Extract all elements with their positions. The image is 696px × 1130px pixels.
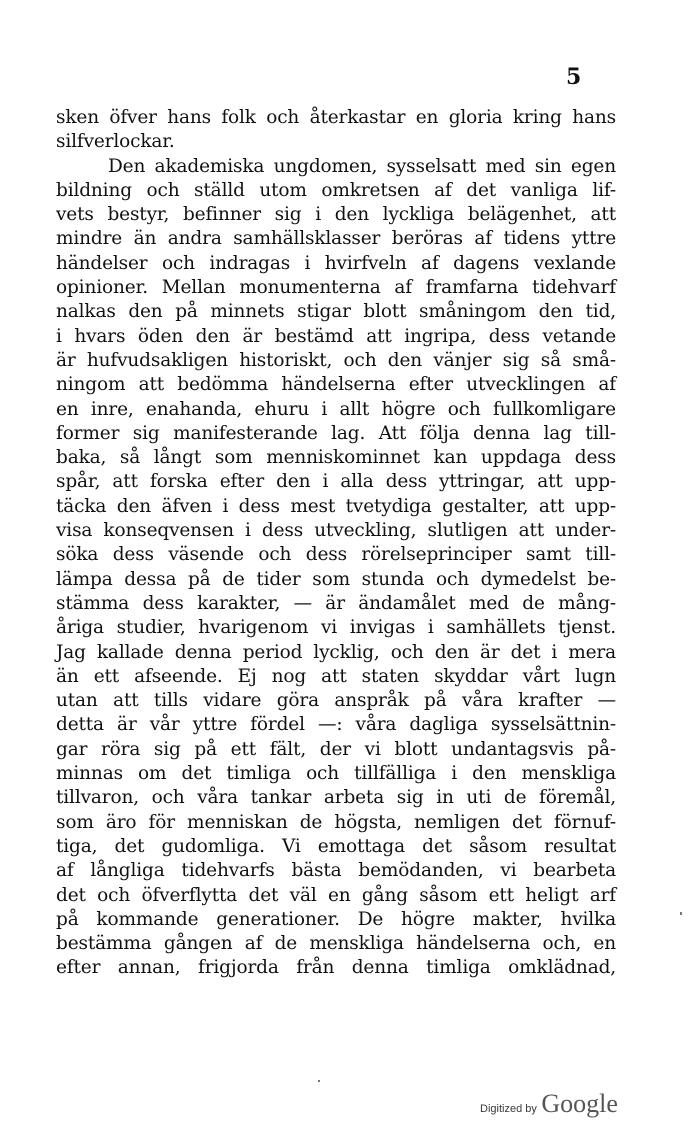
text-line: silfverlockar. [56,131,175,153]
text-line: bildning och ställd utom omkretsen af det vanliga lif- [56,179,616,201]
digitized-watermark [480,1089,618,1119]
text-line: söka dess väsende och dess rörelseprinciper samt till- [56,544,616,566]
text-line: visa konseqvensen i dess utveckling, slutligen att under- [56,520,616,542]
text-line: tiga, det gudomliga. Vi emottaga det såsom resultat [56,835,616,857]
text-line: former sig manifesterande lag. Att följa denna lag till- [56,422,616,444]
text-line: gar röra sig på ett fält, der vi blott undantagsvis på- [56,738,616,760]
text-line: sken öfver hans folk och återkastar en gloria kring hans [56,107,616,128]
scan-speck [680,912,682,915]
text-line: det och öfverflytta det väl en gång såsom ett heligt arf [56,884,616,906]
text-line: är hufvudsakligen historiskt, och den vänjer sig så små- [56,349,616,371]
scan-speck [318,1080,320,1082]
text-line: åriga studier, hvarigenom vi invigas i samhällets tjenst. [56,617,616,639]
page-number: 5 [566,64,582,90]
text-line: nalkas den på minnets stigar blott småningom den tid, [56,301,616,323]
text-line: detta är vår yttre fördel —: våra dagliga sysselsättnin- [56,714,616,736]
text-line: på kommande generationer. De högre makter, hvilka [56,908,616,930]
text-line: en inre, enahanda, ehuru i allt högre och fullkomligare [56,398,616,420]
text-line: utan att tills vidare göra anspråk på våra krafter — [56,690,616,712]
digitized-label: Digitized by [480,1103,537,1115]
text-line: spår, att forska efter den i alla dess yttringar, att upp- [56,471,616,493]
text-line: Jag kallade denna period lycklig, och den är det i mera [56,641,616,663]
text-line: i hvars öden den är bestämd att ingripa, dess vetande [56,325,616,347]
text-line: opinioner. Mellan monumenterna af framfarna tidehvarf [56,277,616,299]
body-text [56,106,616,981]
text-line: tillvaron, och våra tankar arbeta sig in uti de föremål, [56,787,616,809]
text-line: efter annan, frigjorda från denna timliga omklädnad, [56,957,616,979]
text-line: stämma dess karakter, — är ändamålet med de mång- [56,592,616,614]
text-line: täcka den äfven i dess mest tvetydiga gestalter, att upp- [56,495,616,517]
text-line: lämpa dessa på de tider som stunda och dymedelst be- [56,568,616,590]
text-line: minnas om det timliga och tillfälliga i den menskliga [56,763,616,785]
google-logo: Google [541,1089,618,1118]
text-line: baka, så långt som menniskominnet kan uppdaga dess [56,447,616,469]
text-line: bestämma gången af de menskliga händelserna och, en [56,933,616,955]
text-line: än ett afseende. Ej nog att staten skyddar vårt lugn [56,665,616,687]
text-line: af långliga tidehvarfs bästa bemödanden, vi bearbeta [56,860,616,882]
text-line: ningom att bedömma händelserna efter utvecklingen af [56,374,616,396]
text-line: händelser och indragas i hvirfveln af dagens vexlande [56,252,616,274]
text-line: mindre än andra samhällsklasser beröras af tidens yttre [56,228,616,250]
text-line: vets bestyr, befinner sig i den lyckliga belägenhet, att [56,204,616,226]
text-line: som äro för menniskan de högsta, nemligen det förnuf- [56,811,616,833]
text-line: Den akademiska ungdomen, sysselsatt med sin egen [108,155,616,177]
